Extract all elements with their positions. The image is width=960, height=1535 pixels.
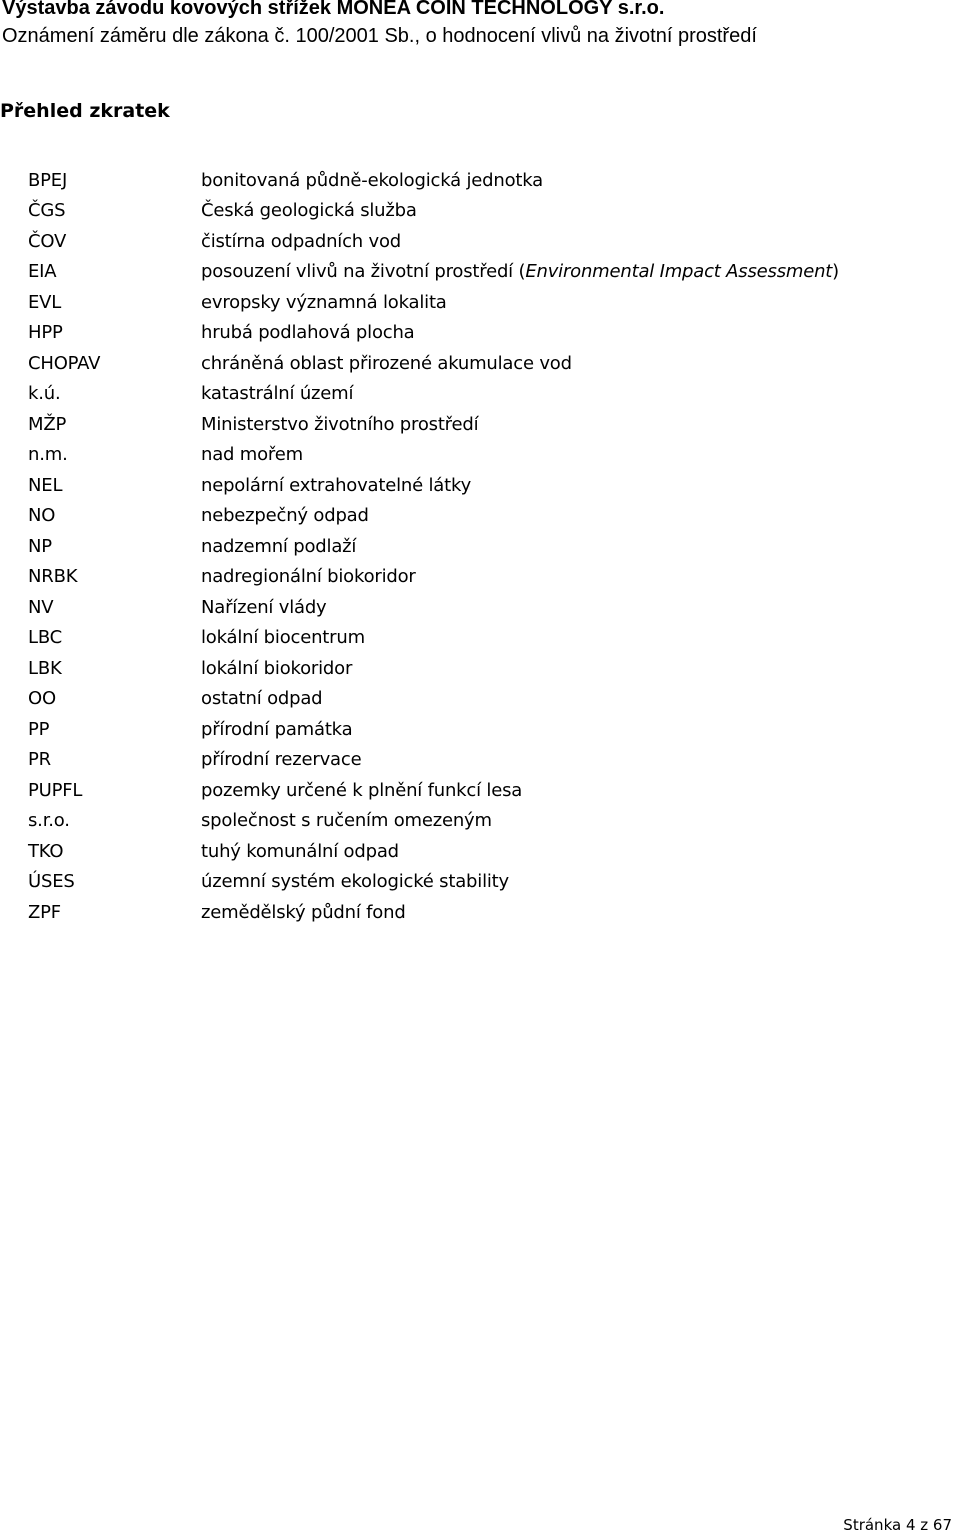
abbreviation-meaning bbox=[201, 231, 928, 252]
abbreviation-term: OO bbox=[28, 688, 56, 710]
abbreviation-term: EVL bbox=[28, 291, 62, 313]
abbreviation-meaning bbox=[201, 627, 928, 648]
abbreviation-term: BPEJ bbox=[28, 169, 68, 191]
abbreviation-term: NO bbox=[28, 505, 56, 527]
abbreviation-term: CHOPAV bbox=[28, 352, 101, 374]
abbreviation-row bbox=[28, 745, 928, 776]
abbreviation-row bbox=[28, 867, 928, 898]
meaning-text: pozemky určené k plnění funkcí lesa bbox=[201, 779, 523, 801]
abbreviation-meaning bbox=[201, 322, 928, 343]
abbreviation-term: PP bbox=[28, 718, 50, 740]
abbreviation-meaning bbox=[201, 505, 928, 526]
abbreviation-meaning bbox=[201, 536, 928, 557]
abbreviation-term: EIA bbox=[28, 261, 57, 283]
abbreviation-meaning bbox=[201, 688, 928, 709]
meaning-text: přírodní památka bbox=[201, 718, 353, 740]
meaning-italic-text: Environmental Impact Assessment bbox=[525, 261, 833, 283]
abbreviation-meaning bbox=[201, 414, 928, 435]
meaning-text: nebezpečný odpad bbox=[201, 505, 369, 527]
abbreviation-row bbox=[28, 165, 928, 196]
meaning-text: evropsky významná lokalita bbox=[201, 291, 447, 313]
abbreviation-row bbox=[28, 836, 928, 867]
abbreviation-term: k.ú. bbox=[28, 383, 61, 405]
meaning-text: čistírna odpadních vod bbox=[201, 230, 402, 252]
abbreviation-term: ČOV bbox=[28, 230, 67, 252]
abbreviation-row bbox=[28, 806, 928, 837]
abbreviation-meaning bbox=[201, 810, 928, 831]
abbreviation-row bbox=[28, 653, 928, 684]
meaning-text: přírodní rezervace bbox=[201, 749, 362, 771]
abbreviation-term: NP bbox=[28, 535, 52, 557]
abbreviation-list bbox=[28, 165, 928, 928]
abbreviation-row bbox=[28, 348, 928, 379]
meaning-text: chráněná oblast přirozené akumulace vod bbox=[201, 352, 572, 374]
meaning-text: posouzení vlivů na životní prostředí ( bbox=[201, 261, 526, 283]
meaning-text: katastrální území bbox=[201, 383, 354, 405]
abbreviation-meaning bbox=[201, 353, 928, 374]
meaning-text: Česká geologická služba bbox=[201, 200, 417, 222]
abbreviation-term: MŽP bbox=[28, 413, 67, 435]
meaning-text: lokální biocentrum bbox=[201, 627, 365, 649]
abbreviation-meaning bbox=[201, 170, 928, 191]
abbreviation-row bbox=[28, 592, 928, 623]
abbreviation-meaning bbox=[201, 292, 928, 313]
abbreviation-row bbox=[28, 196, 928, 227]
abbreviation-term: ÚSES bbox=[28, 871, 75, 893]
meaning-text: zemědělský půdní fond bbox=[201, 901, 406, 923]
abbreviation-meaning bbox=[201, 475, 928, 496]
abbreviation-row bbox=[28, 318, 928, 349]
abbreviation-meaning bbox=[201, 719, 928, 740]
abbreviation-term: ZPF bbox=[28, 901, 61, 923]
abbreviation-term: PR bbox=[28, 749, 51, 771]
meaning-text: Nařízení vlády bbox=[201, 596, 327, 618]
abbreviation-term: PUPFL bbox=[28, 779, 83, 801]
abbreviation-row bbox=[28, 287, 928, 318]
meaning-text: hrubá podlahová plocha bbox=[201, 322, 415, 344]
abbreviation-term: s.r.o. bbox=[28, 810, 70, 832]
abbreviation-term: HPP bbox=[28, 322, 63, 344]
meaning-text: nad mořem bbox=[201, 444, 303, 466]
abbreviation-row bbox=[28, 714, 928, 745]
meaning-text: Ministerstvo životního prostředí bbox=[201, 413, 479, 435]
abbreviation-meaning bbox=[201, 597, 928, 618]
abbreviation-meaning bbox=[201, 383, 928, 404]
abbreviation-meaning bbox=[201, 871, 928, 892]
meaning-text: lokální biokoridor bbox=[201, 657, 353, 679]
abbreviation-row bbox=[28, 623, 928, 654]
abbreviation-term: n.m. bbox=[28, 444, 68, 466]
abbreviation-row bbox=[28, 440, 928, 471]
abbreviation-row bbox=[28, 226, 928, 257]
abbreviation-term: NRBK bbox=[28, 566, 78, 588]
abbreviation-meaning bbox=[201, 780, 928, 801]
abbreviation-term: LBC bbox=[28, 627, 63, 649]
abbreviation-row bbox=[28, 257, 928, 288]
abbreviation-meaning bbox=[201, 261, 928, 282]
meaning-trailing-text: ) bbox=[832, 261, 839, 283]
abbreviation-row bbox=[28, 684, 928, 715]
abbreviation-term: LBK bbox=[28, 657, 62, 679]
abbreviation-row bbox=[28, 531, 928, 562]
abbreviation-term: ČGS bbox=[28, 200, 66, 222]
meaning-text: nadregionální biokoridor bbox=[201, 566, 416, 588]
section-heading: Přehled zkratek bbox=[0, 100, 170, 122]
abbreviation-row bbox=[28, 897, 928, 928]
meaning-text: nepolární extrahovatelné látky bbox=[201, 474, 472, 496]
abbreviation-meaning bbox=[201, 749, 928, 770]
meaning-text: územní systém ekologické stability bbox=[201, 871, 509, 893]
abbreviation-meaning bbox=[201, 658, 928, 679]
abbreviation-row bbox=[28, 562, 928, 593]
meaning-text: ostatní odpad bbox=[201, 688, 323, 710]
document-subtitle: Oznámení záměru dle zákona č. 100/2001 Sb., o hodnocení vlivů na životní prostředí bbox=[2, 25, 757, 47]
abbreviation-row bbox=[28, 775, 928, 806]
abbreviation-term: NEL bbox=[28, 474, 63, 496]
abbreviation-meaning bbox=[201, 566, 928, 587]
meaning-text: společnost s ručením omezeným bbox=[201, 810, 492, 832]
document-title: Výstavba závodu kovových střížek MONEA COIN TECHNOLOGY s.r.o. bbox=[2, 0, 665, 19]
page-number: Stránka 4 z 67 bbox=[843, 1516, 952, 1534]
abbreviation-meaning bbox=[201, 444, 928, 465]
abbreviation-term: TKO bbox=[28, 840, 64, 862]
abbreviation-meaning bbox=[201, 902, 928, 923]
meaning-text: nadzemní podlaží bbox=[201, 535, 357, 557]
abbreviation-row bbox=[28, 470, 928, 501]
abbreviation-row bbox=[28, 379, 928, 410]
abbreviation-meaning bbox=[201, 200, 928, 221]
abbreviation-row bbox=[28, 409, 928, 440]
abbreviation-row bbox=[28, 501, 928, 532]
abbreviation-term: NV bbox=[28, 596, 54, 618]
abbreviation-meaning bbox=[201, 841, 928, 862]
meaning-text: tuhý komunální odpad bbox=[201, 840, 399, 862]
meaning-text: bonitovaná půdně-ekologická jednotka bbox=[201, 169, 543, 191]
